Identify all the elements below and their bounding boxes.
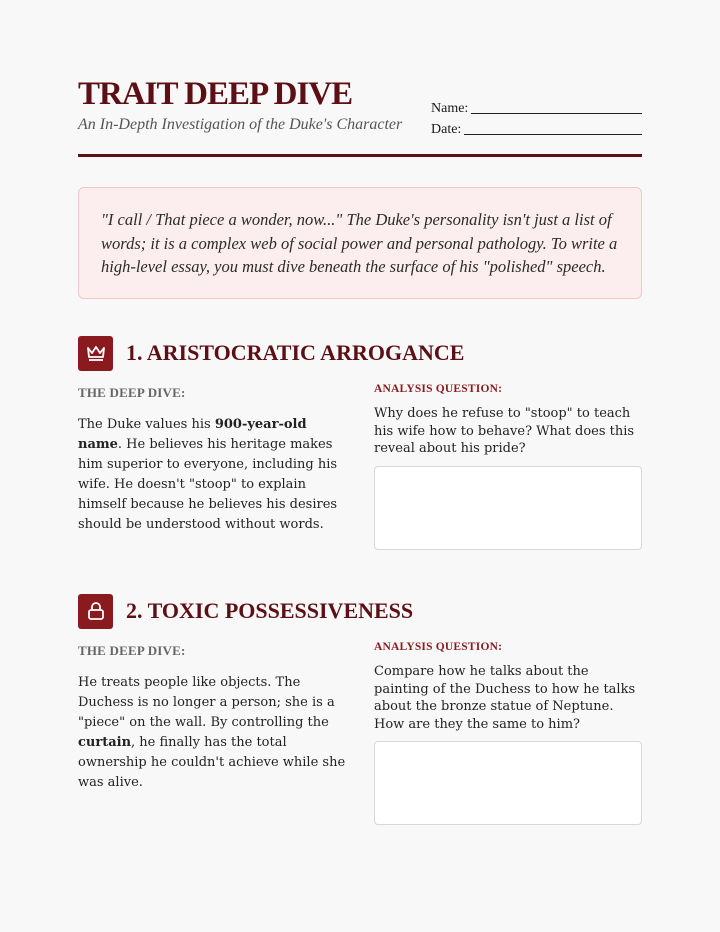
deep-dive-text: The Duke values his 900-year-old name. He believes his heritage makes him superior to everyone, including his wife. He doesn't "stoop" to explain himself because he believes his desires should be understood without words. [78, 417, 338, 532]
section-arrogance [78, 335, 642, 532]
name-row [431, 96, 642, 117]
name-label: Name: [431, 101, 469, 116]
analysis-question-text: Why does he refuse to "stoop" to teach his wife how to behave? What does this reveal about his pride? [374, 406, 635, 456]
analysis-question-label: ANALYSIS QUESTION: [374, 383, 503, 395]
date-field[interactable] [464, 122, 642, 135]
name-field[interactable] [471, 101, 642, 114]
page-title: TRAIT DEEP DIVE [78, 76, 353, 112]
section-title: 1. ARISTOCRATIC ARROGANCE [126, 340, 465, 365]
deep-dive-text: He treats people like objects. The Duchess is no longer a person; she is a "piece" on the wall. By controlling the curtain, he finally has the total ownership he couldn't achieve while she was alive. [78, 675, 346, 790]
deep-dive-label: THE DEEP DIVE: [78, 643, 186, 658]
deep-dive-label: THE DEEP DIVE: [78, 385, 186, 400]
header-divider [78, 154, 642, 157]
student-info [431, 96, 642, 138]
date-label: Date: [431, 122, 462, 137]
page-subtitle: An In-Depth Investigation of the Duke's Character [78, 116, 403, 133]
section-header [78, 593, 642, 629]
crown-icon [78, 336, 113, 371]
analysis-question-label: ANALYSIS QUESTION: [374, 641, 503, 653]
analysis-question-text: Compare how he talks about the painting of the Duchess to how he talks about the bronze statue of Neptune. How are they the same to him? [374, 664, 636, 732]
intro-quote-text: "I call / That piece a wonder, now..." The Duke's personality isn't just a list of words; it is a complex web of social power and personal pathology. To write a high-level essay, you must dive beneath the surface of his "polished" speech. [101, 210, 618, 276]
intro-quote-box [78, 187, 642, 299]
answer-box[interactable] [374, 741, 642, 825]
section-possessiveness [78, 593, 642, 790]
date-row [431, 117, 642, 138]
section-header [78, 335, 642, 371]
section-title: 2. TOXIC POSSESSIVENESS [126, 598, 414, 623]
lock-icon [78, 594, 113, 629]
answer-box[interactable] [374, 466, 642, 550]
